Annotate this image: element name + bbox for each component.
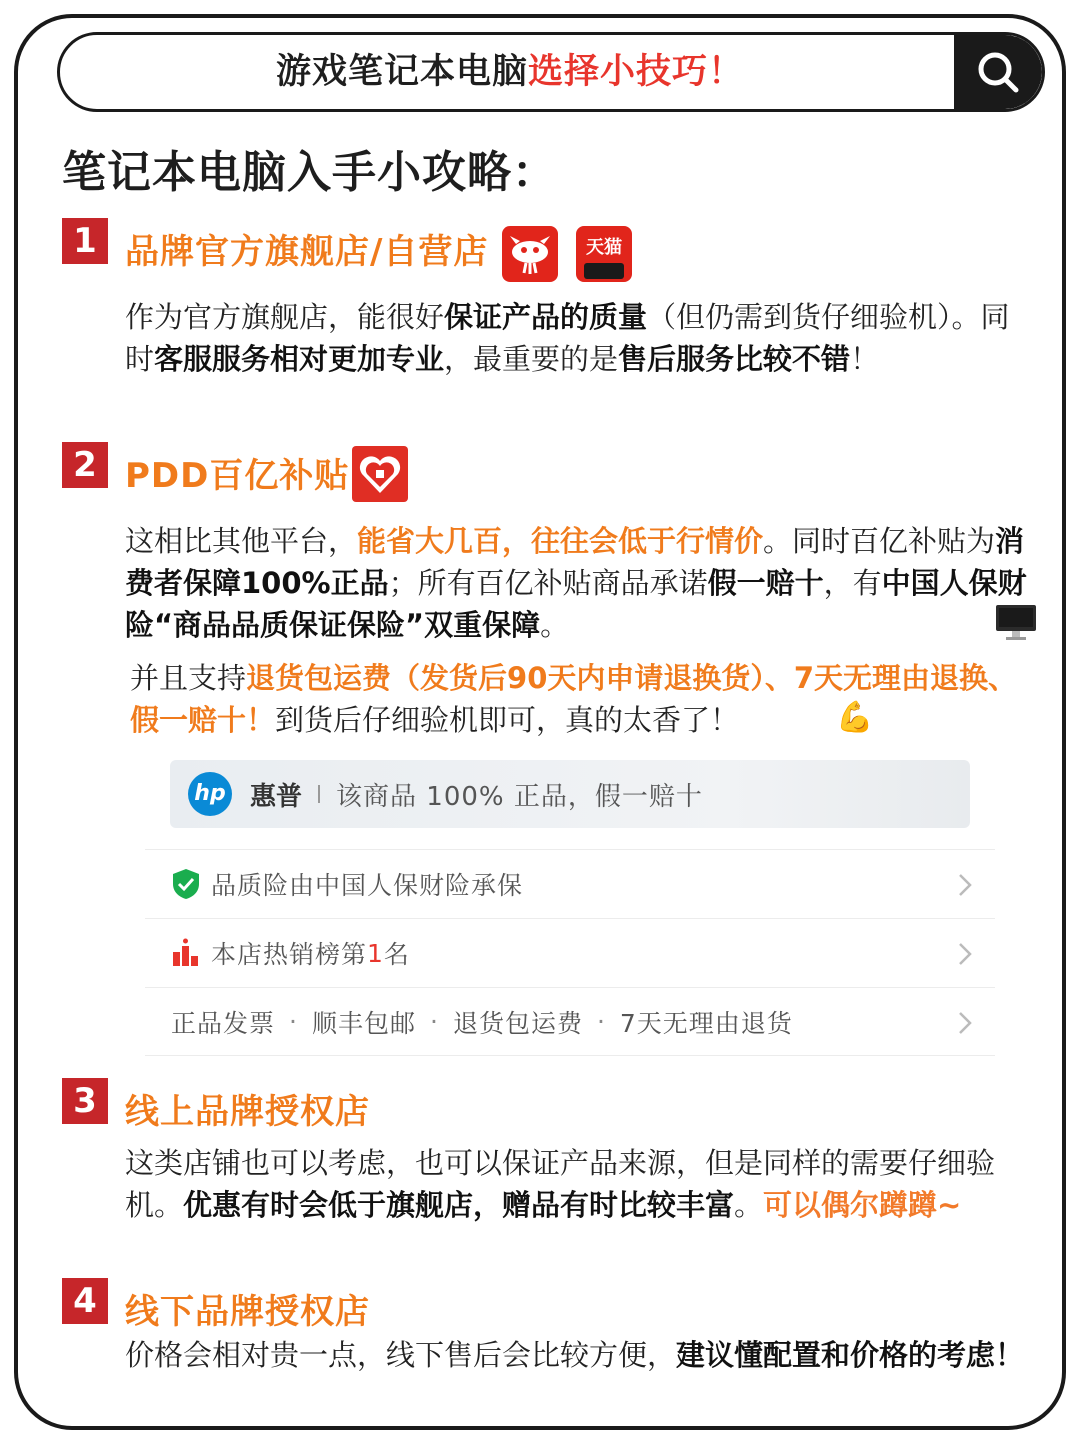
search-text [60, 35, 960, 109]
service-item: 7天无理由退货 [619, 1008, 793, 1038]
text-run: 。 [734, 1188, 764, 1222]
ranking-text-pre: 本店热销榜第 [211, 940, 368, 969]
hp-logo-icon: hp [188, 772, 232, 816]
section-4-paragraph [125, 1334, 1035, 1376]
text-run: 并且支持 [130, 661, 247, 695]
ranking-number: 1 [367, 938, 384, 968]
section-1-paragraph [125, 296, 1035, 380]
text-run: ，最重要的是 [444, 342, 619, 376]
section-2-title: PDD百亿补贴 [125, 456, 350, 496]
section-3-number: 3 [62, 1078, 108, 1124]
ranking-text-post: 名 [383, 940, 410, 969]
monitor-icon [994, 603, 1038, 647]
text-run: 建议懂配置和价格的考虑！ [676, 1338, 1025, 1372]
text-run: （但仍需到货仔细验机）。同时 [125, 300, 1010, 376]
text-run: 假一赔十 [707, 566, 824, 600]
text-run: 保证产品的质量 [444, 300, 648, 334]
text-run: 价格会相对贵一点，线下售后会比较方便， [125, 1338, 677, 1372]
section-2-paragraph [125, 520, 1035, 646]
text-run: 作为官方旗舰店，能很好 [125, 300, 445, 334]
separator-dot: · [596, 1007, 606, 1036]
brand-claim: 该商品 100% 正品，假一赔十 [336, 781, 703, 812]
jd-logo-icon [502, 226, 558, 282]
service-item: 退货包运费 [452, 1008, 583, 1038]
search-text-red: 选择小技巧！ [528, 52, 745, 92]
shield-check-icon [171, 868, 201, 900]
text-run: 。 [540, 608, 570, 642]
search-text-black: 游戏笔记本电脑 [275, 52, 528, 92]
page-title: 笔记本电脑入手小攻略： [62, 147, 557, 198]
search-button[interactable] [954, 35, 1042, 109]
section-4-number: 4 [62, 1278, 108, 1324]
service-item: 正品发票 [171, 1008, 276, 1038]
section-1-title: 品牌官方旗舰店/自营店 [125, 232, 489, 272]
text-run: ；所有百亿补贴商品承诺 [388, 566, 708, 600]
ranking-row[interactable] [145, 918, 995, 987]
text-run: 能省大几百，往往会低于行情价 [357, 524, 764, 558]
pdd-logo-icon [352, 446, 408, 502]
chevron-right-icon [957, 941, 973, 967]
text-run: 到货后仔细验机即可，真的太香了！ [275, 703, 740, 737]
text-run: ！ [850, 342, 880, 376]
text-run: 中国人保财险“商品品质保证保险”双重保障 [125, 566, 1027, 642]
text-run: ，有 [823, 566, 882, 600]
chevron-right-icon [957, 872, 973, 898]
text-run: 。同时百亿补贴为 [763, 524, 996, 558]
text-run: 这类店铺也可以考虑，也可以保证产品来源，但是同样的需要仔细验机。 [125, 1146, 996, 1222]
search-icon [975, 49, 1021, 95]
divider [318, 785, 320, 803]
text-run: 优惠有时会低于旗舰店，赠品有时比较丰富 [183, 1188, 735, 1222]
text-run: 可以偶尔蹲蹲~ [763, 1188, 962, 1222]
section-3-title: 线上品牌授权店 [125, 1092, 370, 1132]
section-1-number: 1 [62, 218, 108, 264]
section-2-paragraph-2 [130, 657, 1035, 741]
tmall-logo-text: 天猫 [586, 237, 622, 258]
separator-dot: · [289, 1007, 298, 1036]
section-4-title: 线下品牌授权店 [125, 1292, 370, 1332]
section-2-number: 2 [62, 442, 108, 488]
separator-dot: · [429, 1007, 439, 1036]
flexed-arm-icon: 💪 [836, 700, 874, 735]
text-run: 退货包运费（发货后90天内申请退换货）、7天无理由退换、假一赔十！ [130, 661, 1018, 737]
services-row[interactable] [145, 987, 995, 1056]
text-run: 这相比其他平台， [125, 524, 358, 558]
brand-guarantee-bar[interactable] [170, 760, 970, 828]
text-run: 售后服务比较不错 [618, 342, 851, 376]
tmall-logo-icon [576, 226, 632, 282]
search-bar[interactable] [57, 32, 1045, 112]
text-run: 消费者保障100%正品 [125, 524, 1025, 600]
chevron-right-icon [957, 1010, 973, 1036]
insurance-row[interactable] [145, 849, 995, 918]
section-3-paragraph [125, 1142, 1035, 1226]
service-item: 顺丰包邮 [311, 1008, 416, 1038]
insurance-text: 品质险由中国人保财险承保 [211, 871, 524, 900]
text-run: 客服服务相对更加专业 [154, 342, 445, 376]
brand-name: 惠普 [250, 781, 303, 812]
ranking-chart-icon [171, 938, 201, 968]
